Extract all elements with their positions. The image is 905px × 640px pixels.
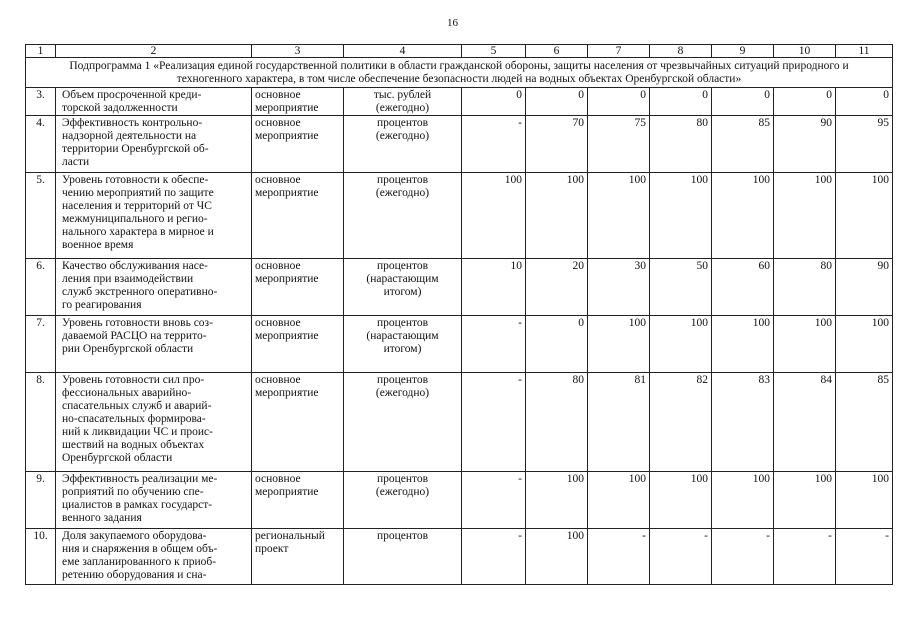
year-value: 80: [650, 116, 712, 173]
year-value: 100: [526, 173, 588, 259]
column-header: 9: [712, 45, 774, 58]
indicator-name: Эффективность реализации ме- роприятий по обучению спе- циалистов в рамках государст- венного задания: [56, 472, 252, 529]
year-value: 20: [526, 259, 588, 316]
unit-of-measure: процентов (ежегодно): [344, 173, 462, 259]
year-value: 0: [774, 88, 836, 116]
indicators-table: [25, 44, 893, 585]
subprogram-row: [26, 58, 893, 88]
table-row: [26, 373, 893, 472]
table-row: [26, 259, 893, 316]
indicator-type: основное мероприятие: [252, 373, 344, 472]
year-value: 100: [650, 173, 712, 259]
indicator-name: Объем просроченной креди- торской задолженности: [56, 88, 252, 116]
row-number: 5.: [26, 173, 56, 259]
column-header: 3: [252, 45, 344, 58]
unit-of-measure: тыс. рублей (ежегодно): [344, 88, 462, 116]
column-header: 4: [344, 45, 462, 58]
year-value: 100: [712, 472, 774, 529]
indicator-type: основное мероприятие: [252, 88, 344, 116]
unit-of-measure: процентов (нарастающим итогом): [344, 259, 462, 316]
table-row: [26, 529, 893, 585]
table-row: [26, 88, 893, 116]
year-value: 100: [712, 316, 774, 373]
unit-of-measure: процентов (ежегодно): [344, 116, 462, 173]
row-number: 6.: [26, 259, 56, 316]
column-header: 5: [462, 45, 526, 58]
year-value: -: [712, 529, 774, 585]
table-row: [26, 472, 893, 529]
indicator-type: региональный проект: [252, 529, 344, 585]
table-row: [26, 116, 893, 173]
row-number: 8.: [26, 373, 56, 472]
page-number: 16: [447, 17, 458, 29]
indicator-name: Уровень готовности к обеспе- чению мероприятий по защите населения и территорий от ЧС межмуниципального и регио- нального характера в мирное и военное время: [56, 173, 252, 259]
year-value: 75: [588, 116, 650, 173]
year-value: 100: [774, 472, 836, 529]
row-number: 9.: [26, 472, 56, 529]
year-value: 90: [774, 116, 836, 173]
table-row: [26, 173, 893, 259]
unit-of-measure: процентов (ежегодно): [344, 472, 462, 529]
year-value: -: [462, 316, 526, 373]
indicator-name: Уровень готовности вновь соз- даваемой РАСЦО на террито- рии Оренбургской области: [56, 316, 252, 373]
year-value: 0: [650, 88, 712, 116]
year-value: 0: [462, 88, 526, 116]
row-number: 4.: [26, 116, 56, 173]
year-value: -: [836, 529, 893, 585]
year-value: 100: [526, 529, 588, 585]
year-value: 0: [526, 88, 588, 116]
indicator-name: Доля закупаемого оборудова- ния и снаряжения в общем объ- еме запланированного к приоб- ретению оборудования и сна-: [56, 529, 252, 585]
year-value: 50: [650, 259, 712, 316]
year-value: 100: [650, 472, 712, 529]
year-value: 95: [836, 116, 893, 173]
column-number-row: [26, 45, 893, 58]
year-value: 0: [588, 88, 650, 116]
year-value: 81: [588, 373, 650, 472]
year-value: 80: [774, 259, 836, 316]
year-value: 60: [712, 259, 774, 316]
year-value: 100: [836, 472, 893, 529]
year-value: -: [462, 529, 526, 585]
subprogram-title: Подпрограмма 1 «Реализация единой государственной политики в области гражданской обороны, защиты населения от чрезвычайных ситуаций природного и техногенного характера, в том числе обеспечение безопасности людей на водных объектах Оренбургской области»: [26, 58, 893, 88]
column-header: 11: [836, 45, 893, 58]
year-value: 100: [526, 472, 588, 529]
unit-of-measure: процентов (нарастающим итогом): [344, 316, 462, 373]
row-number: 10.: [26, 529, 56, 585]
unit-of-measure: процентов (ежегодно): [344, 373, 462, 472]
year-value: 100: [774, 316, 836, 373]
year-value: 100: [650, 316, 712, 373]
table-row: [26, 316, 893, 373]
year-value: 70: [526, 116, 588, 173]
column-header: 6: [526, 45, 588, 58]
year-value: -: [462, 472, 526, 529]
indicator-name: Уровень готовности сил про- фессиональных аварийно- спасательных служб и аварий- но-спасательных формирова- ний к ликвидации ЧС и проис- шествий на водных объектах Оренбургской области: [56, 373, 252, 472]
year-value: 100: [836, 316, 893, 373]
year-value: -: [462, 116, 526, 173]
year-value: 100: [588, 316, 650, 373]
year-value: 80: [526, 373, 588, 472]
column-header: 8: [650, 45, 712, 58]
indicator-name: Качество обслуживания насе- ления при взаимодействии служб экстренного оперативно- го реагирования: [56, 259, 252, 316]
row-number: 7.: [26, 316, 56, 373]
year-value: 100: [588, 472, 650, 529]
year-value: 84: [774, 373, 836, 472]
year-value: 100: [462, 173, 526, 259]
year-value: 100: [774, 173, 836, 259]
year-value: 10: [462, 259, 526, 316]
year-value: 0: [712, 88, 774, 116]
year-value: -: [774, 529, 836, 585]
year-value: 30: [588, 259, 650, 316]
year-value: 82: [650, 373, 712, 472]
year-value: 100: [588, 173, 650, 259]
indicator-type: основное мероприятие: [252, 116, 344, 173]
year-value: 0: [836, 88, 893, 116]
indicator-type: основное мероприятие: [252, 472, 344, 529]
year-value: -: [588, 529, 650, 585]
year-value: 85: [836, 373, 893, 472]
column-header: 1: [26, 45, 56, 58]
column-header: 2: [56, 45, 252, 58]
indicator-type: основное мероприятие: [252, 173, 344, 259]
year-value: 85: [712, 116, 774, 173]
year-value: 83: [712, 373, 774, 472]
unit-of-measure: процентов: [344, 529, 462, 585]
year-value: -: [462, 373, 526, 472]
year-value: 100: [836, 173, 893, 259]
indicator-type: основное мероприятие: [252, 259, 344, 316]
indicator-name: Эффективность контрольно- надзорной деятельности на территории Оренбургской об- ласти: [56, 116, 252, 173]
year-value: -: [650, 529, 712, 585]
row-number: 3.: [26, 88, 56, 116]
year-value: 0: [526, 316, 588, 373]
column-header: 10: [774, 45, 836, 58]
column-header: 7: [588, 45, 650, 58]
year-value: 90: [836, 259, 893, 316]
indicator-type: основное мероприятие: [252, 316, 344, 373]
year-value: 100: [712, 173, 774, 259]
